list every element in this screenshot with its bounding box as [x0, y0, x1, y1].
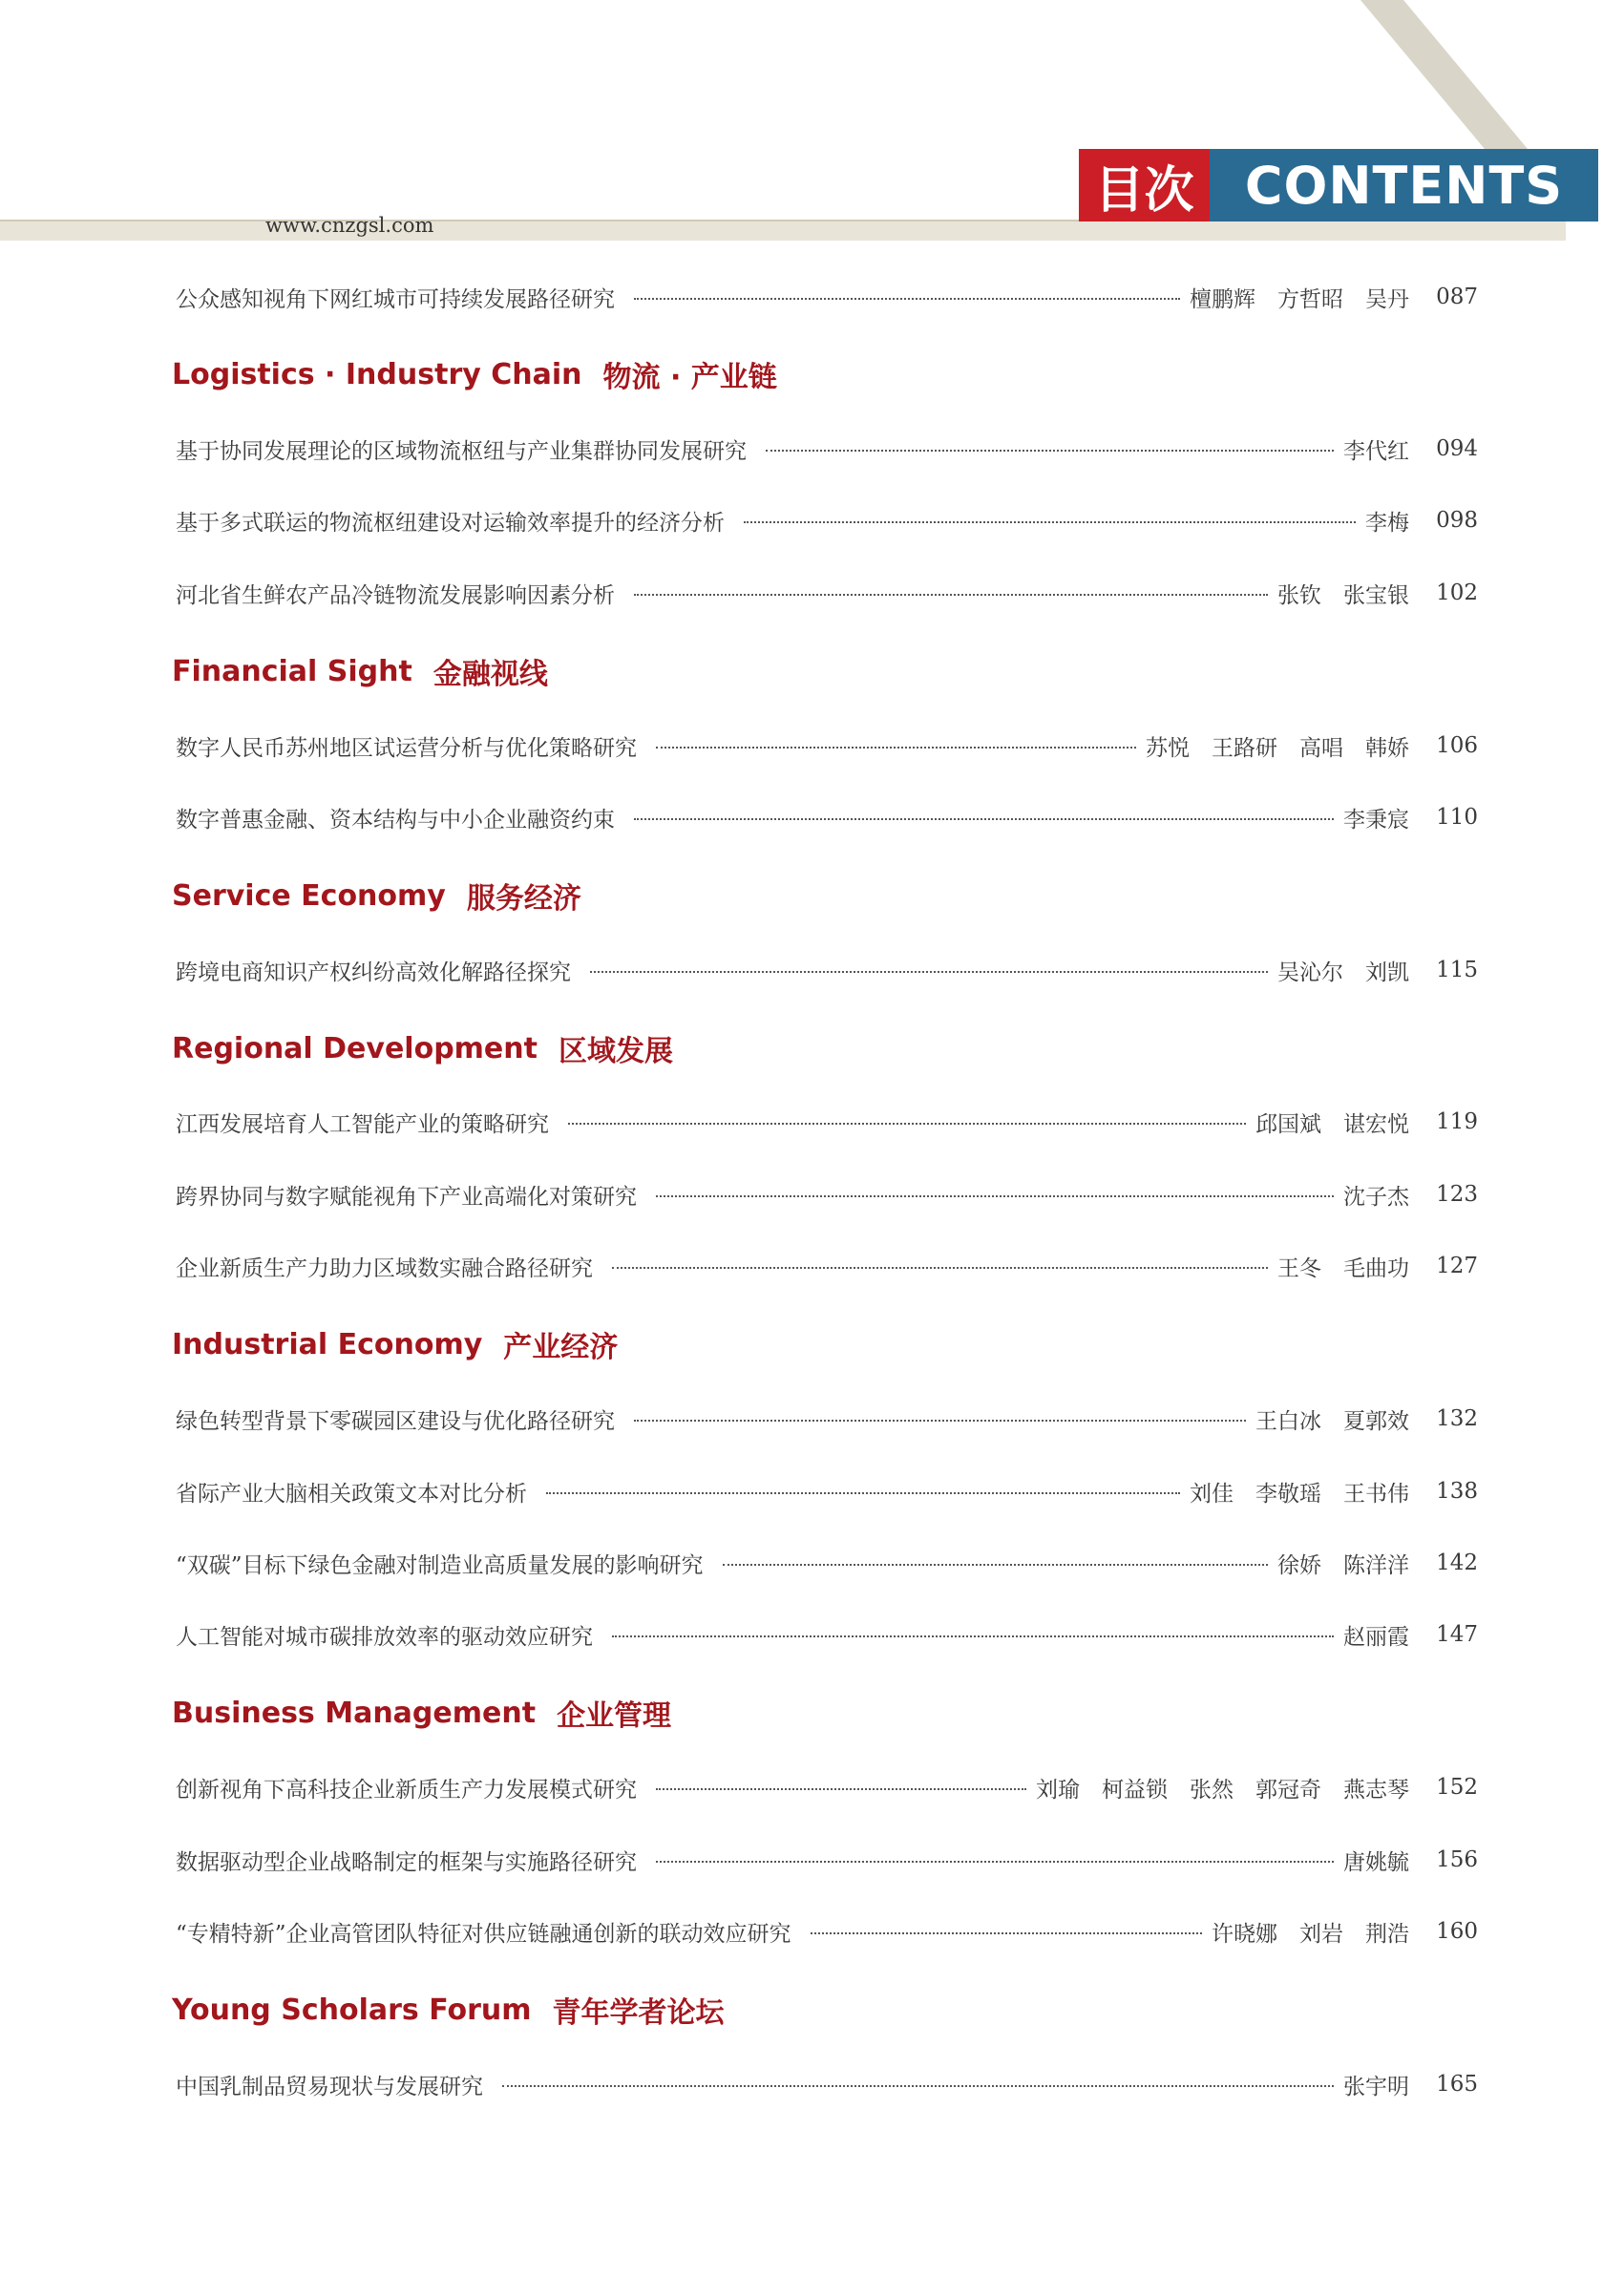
entry-page: 098 [1436, 508, 1478, 533]
entry-page: 094 [1436, 436, 1478, 461]
section-heading-young-scholars [172, 1987, 725, 2033]
entry-title: 跨界协同与数字赋能视角下产业高端化对策研究 [176, 1184, 637, 1210]
entry-title: 数据驱动型企业战略制定的框架与实施路径研究 [176, 1849, 637, 1875]
dot-leader [634, 296, 1180, 300]
toc-entry[interactable] [176, 951, 1478, 989]
section-title-cn: 青年学者论坛 [552, 1996, 725, 2030]
entry-page: 142 [1436, 1550, 1478, 1575]
entry-authors: 李秉宸 [1343, 807, 1409, 833]
entry-title: 创新视角下高科技企业新质生产力发展模式研究 [176, 1777, 637, 1803]
section-title-en: Service Economy [172, 878, 446, 913]
toc-entry[interactable] [176, 278, 1478, 316]
site-url[interactable]: www.cnzgsl.com [265, 214, 434, 237]
toc-entry[interactable] [176, 1615, 1478, 1654]
dot-leader [656, 745, 1136, 749]
dot-leader [744, 519, 1356, 523]
toc-entry[interactable] [176, 1768, 1478, 1806]
section-heading-financial [172, 648, 548, 694]
dot-leader [634, 816, 1334, 820]
section-heading-regional [172, 1025, 673, 1071]
toc-entry[interactable] [176, 1103, 1478, 1141]
section-title-en: Financial Sight [172, 654, 412, 688]
badge-chinese-label: 目次 [1079, 149, 1210, 221]
entry-title: 人工智能对城市碳排放效率的驱动效应研究 [176, 1624, 593, 1650]
toc-entry[interactable] [176, 1912, 1478, 1951]
entry-authors: 邱国斌 谌宏悦 [1255, 1111, 1409, 1137]
entry-page: 087 [1436, 285, 1478, 309]
dot-leader [568, 1121, 1246, 1125]
entry-authors: 檀鹏辉 方哲昭 吴丹 [1190, 286, 1409, 312]
entry-page: 132 [1436, 1406, 1478, 1431]
entry-authors: 徐娇 陈洋洋 [1277, 1552, 1409, 1578]
entry-title: “双碳”目标下绿色金融对制造业高质量发展的影响研究 [176, 1552, 704, 1578]
section-title-cn: 物流 · 产业链 [602, 361, 777, 394]
entry-authors: 沈子杰 [1343, 1184, 1409, 1210]
section-title-en: Logistics · Industry Chain [172, 357, 582, 391]
toc-entry[interactable] [176, 1400, 1478, 1438]
entry-authors: 许晓娜 刘岩 荆浩 [1212, 1921, 1409, 1947]
entry-authors: 吴沁尔 刘凯 [1277, 960, 1409, 985]
entry-title: 基于协同发展理论的区域物流枢纽与产业集群协同发展研究 [176, 438, 747, 464]
entry-authors: 苏悦 王路研 高唱 韩娇 [1146, 735, 1409, 761]
entry-title: 企业新质生产力助力区域数实融合路径研究 [176, 1255, 593, 1281]
entry-title: 数字普惠金融、资本结构与中小企业融资约束 [176, 807, 615, 833]
dot-leader [656, 1859, 1334, 1863]
section-title-cn: 企业管理 [557, 1699, 672, 1733]
entry-page: 160 [1436, 1919, 1478, 1944]
section-heading-business [172, 1690, 671, 1736]
entry-title: 跨境电商知识产权纠纷高效化解路径探究 [176, 960, 571, 985]
entry-authors: 刘佳 李敬瑶 王书伟 [1190, 1481, 1409, 1507]
entry-authors: 赵丽霞 [1343, 1624, 1409, 1650]
section-title-en: Regional Development [172, 1031, 538, 1065]
section-title-en: Young Scholars Forum [172, 1993, 532, 2027]
section-heading-logistics [172, 351, 777, 397]
toc-entry[interactable] [176, 501, 1478, 539]
dot-leader [612, 1634, 1334, 1637]
dot-leader [723, 1562, 1268, 1566]
dot-leader [546, 1490, 1180, 1494]
entry-page: 147 [1436, 1622, 1478, 1647]
section-title-cn: 区域发展 [558, 1035, 673, 1068]
entry-page: 152 [1436, 1775, 1478, 1800]
badge-english-label: CONTENTS [1210, 149, 1598, 221]
entry-title: 省际产业大脑相关政策文本对比分析 [176, 1481, 527, 1507]
toc-entry[interactable] [176, 574, 1478, 612]
section-title-cn: 服务经济 [466, 882, 581, 916]
toc-entry[interactable] [176, 798, 1478, 836]
entry-authors: 王白冰 夏郭效 [1255, 1408, 1409, 1434]
entry-page: 156 [1436, 1847, 1478, 1872]
section-title-cn: 金融视线 [432, 658, 548, 691]
entry-page: 123 [1436, 1182, 1478, 1207]
dot-leader [634, 592, 1268, 596]
toc-entry[interactable] [176, 1247, 1478, 1285]
toc-entry[interactable] [176, 1544, 1478, 1582]
entry-title: 数字人民币苏州地区试运营分析与优化策略研究 [176, 735, 637, 761]
entry-title: “专精特新”企业高管团队特征对供应链融通创新的联动效应研究 [176, 1921, 791, 1947]
entry-page: 165 [1436, 2072, 1478, 2097]
entry-page: 106 [1436, 733, 1478, 758]
toc-entry[interactable] [176, 430, 1478, 468]
entry-authors: 李梅 [1365, 510, 1409, 536]
dot-leader [766, 448, 1334, 452]
section-title-cn: 产业经济 [503, 1331, 619, 1364]
toc-entry[interactable] [176, 1841, 1478, 1879]
dot-leader [656, 1193, 1334, 1197]
toc-entry[interactable] [176, 727, 1478, 765]
entry-title: 基于多式联运的物流枢纽建设对运输效率提升的经济分析 [176, 510, 725, 536]
entry-page: 127 [1436, 1254, 1478, 1278]
entry-authors: 张钦 张宝银 [1277, 582, 1409, 608]
entry-title: 绿色转型背景下零碳园区建设与优化路径研究 [176, 1408, 615, 1434]
section-title-en: Business Management [172, 1696, 537, 1730]
dot-leader [656, 1786, 1026, 1790]
entry-page: 119 [1436, 1109, 1478, 1134]
entry-page: 102 [1436, 580, 1478, 605]
entry-authors: 刘瑜 柯益锁 张然 郭冠奇 燕志琴 [1036, 1777, 1409, 1803]
toc-entry[interactable] [176, 2065, 1478, 2103]
entry-authors: 王冬 毛曲功 [1277, 1255, 1409, 1281]
entry-authors: 李代红 [1343, 438, 1409, 464]
entry-title: 江西发展培育人工智能产业的策略研究 [176, 1111, 549, 1137]
toc-entry[interactable] [176, 1472, 1478, 1510]
toc-entry[interactable] [176, 1175, 1478, 1213]
entry-page: 115 [1436, 958, 1478, 982]
section-heading-industrial [172, 1321, 618, 1367]
dot-leader [502, 2083, 1334, 2087]
section-heading-service [172, 873, 581, 918]
section-title-en: Industrial Economy [172, 1327, 483, 1361]
entry-title: 公众感知视角下网红城市可持续发展路径研究 [176, 286, 615, 312]
entry-authors: 唐姚毓 [1343, 1849, 1409, 1875]
dot-leader [811, 1930, 1202, 1934]
entry-title: 河北省生鲜农产品冷链物流发展影响因素分析 [176, 582, 615, 608]
entry-title: 中国乳制品贸易现状与发展研究 [176, 2074, 483, 2099]
entry-authors: 张宇明 [1343, 2074, 1409, 2099]
dot-leader [612, 1265, 1268, 1269]
entry-page: 138 [1436, 1479, 1478, 1504]
dot-leader [590, 969, 1268, 973]
dot-leader [634, 1418, 1246, 1422]
entry-page: 110 [1436, 805, 1478, 830]
